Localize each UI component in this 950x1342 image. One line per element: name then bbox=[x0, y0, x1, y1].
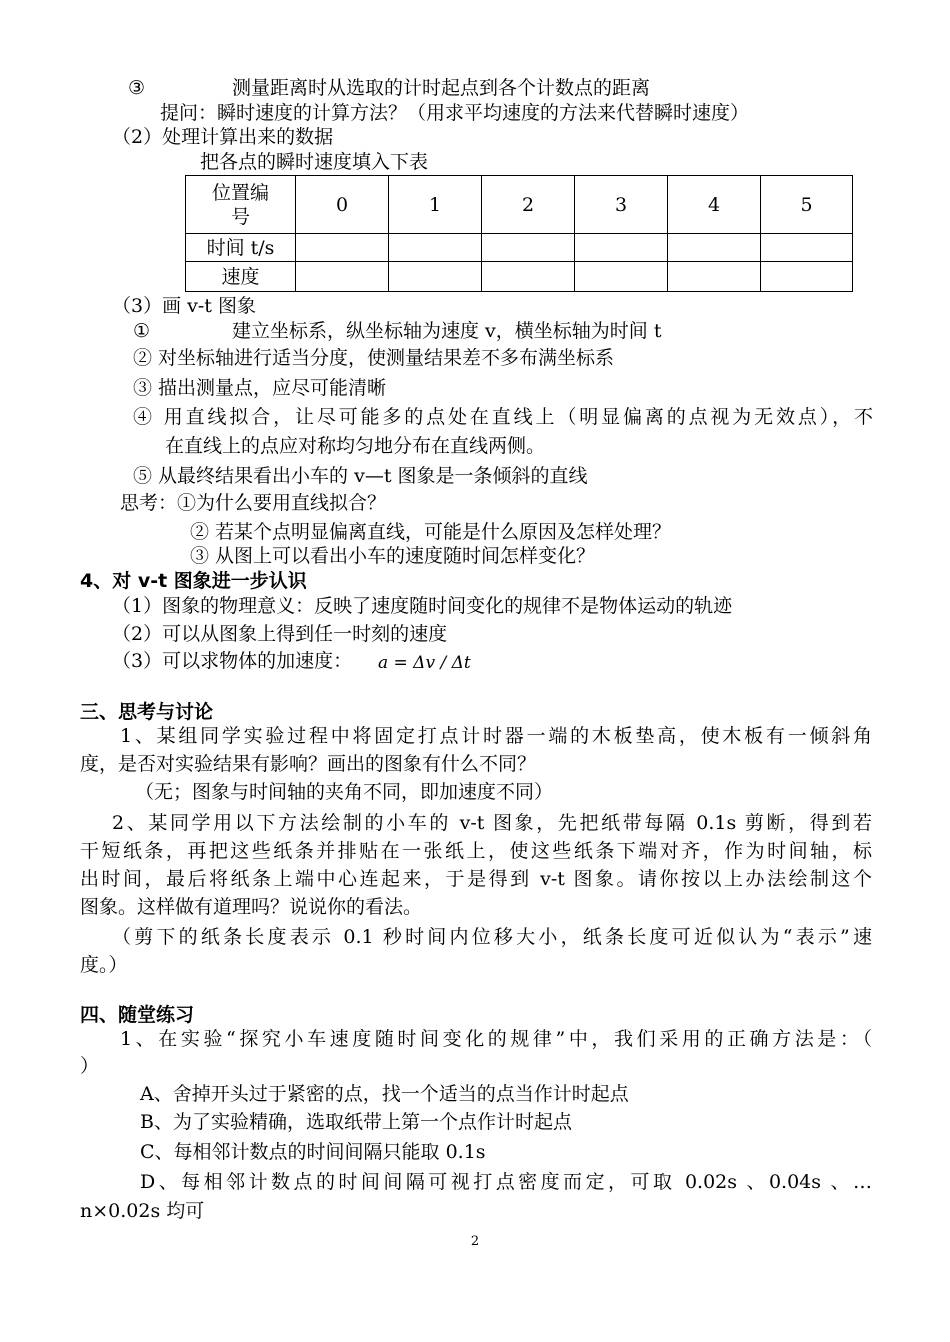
process-data-heading: （2）处理计算出来的数据 bbox=[112, 126, 334, 148]
item3-number: ③ bbox=[128, 77, 146, 99]
practice-q1-line1: 1、在实验“探究小车速度随时间变化的规律”中，我们采用的正确方法是：（ bbox=[120, 1028, 872, 1050]
discussion-q2-line1: 2、某同学用以下方法绘制的小车的 v-t 图象，先把纸带每隔 0.1s 剪断，得到若 bbox=[112, 812, 872, 834]
table-row bbox=[186, 234, 853, 262]
empty-cell bbox=[761, 262, 853, 292]
option-c: C、每相邻计数点的时间间隔只能取 0.1s bbox=[140, 1141, 486, 1163]
item3-text: 测量距离时从选取的计时起点到各个计数点的距离 bbox=[232, 77, 651, 99]
position-cell: 0 bbox=[296, 176, 389, 234]
question-instant-speed: 提问：瞬时速度的计算方法？（用求平均速度的方法来代替瞬时速度） bbox=[160, 102, 750, 124]
empty-cell bbox=[668, 234, 761, 262]
vt-step1: 建立坐标系，纵坐标轴为速度 v，横坐标轴为时间 t bbox=[232, 320, 662, 342]
discussion-q2-line4: 图象。这样做有道理吗？说说你的看法。 bbox=[80, 896, 423, 918]
empty-cell bbox=[575, 262, 668, 292]
discussion-q1-line2: 度，是否对实验结果有影响？画出的图象有什么不同？ bbox=[80, 753, 537, 775]
empty-cell bbox=[575, 234, 668, 262]
section4-title: 4、对 v-t 图象进一步认识 bbox=[80, 570, 307, 592]
empty-cell bbox=[389, 234, 482, 262]
position-cell: 5 bbox=[761, 176, 853, 234]
vt-step3: ③ 描出测量点，应尽可能清晰 bbox=[133, 377, 387, 399]
section4-point2: （2）可以从图象上得到任一时刻的速度 bbox=[112, 623, 448, 645]
section4-point3: （3）可以求物体的加速度： bbox=[112, 650, 353, 672]
think-question-3: ③ 从图上可以看出小车的速度随时间怎样变化？ bbox=[190, 545, 596, 567]
empty-cell bbox=[668, 262, 761, 292]
vt-step5: ⑤ 从最终结果看出小车的 v—t 图象是一条倾斜的直线 bbox=[133, 465, 588, 487]
acceleration-formula: a = Δv / Δt bbox=[378, 653, 471, 673]
position-cell: 4 bbox=[668, 176, 761, 234]
position-cell: 3 bbox=[575, 176, 668, 234]
section-discussion-title: 三、思考与讨论 bbox=[80, 701, 214, 723]
vt-step2: ② 对坐标轴进行适当分度，使测量结果差不多布满坐标系 bbox=[133, 347, 615, 369]
option-a: A、舍掉开头过于紧密的点，找一个适当的点当作计时起点 bbox=[140, 1083, 629, 1105]
discussion-a2-line2: 度。） bbox=[80, 954, 128, 976]
empty-cell bbox=[296, 234, 389, 262]
position-cell: 1 bbox=[389, 176, 482, 234]
discussion-q1-line1: 1、某组同学实验过程中将固定打点计时器一端的木板垫高，使木板有一倾斜角 bbox=[120, 725, 872, 747]
think-question-1: 思考：①为什么要用直线拟合？ bbox=[120, 492, 387, 514]
discussion-a2-line1: （剪下的纸条长度表示 0.1 秒时间内位移大小，纸条长度可近似认为“表示”速 bbox=[112, 926, 872, 948]
option-d-line2: n×0.02s 均可 bbox=[80, 1200, 205, 1222]
section4-point1: （1）图象的物理意义：反映了速度随时间变化的规律不是物体运动的轨迹 bbox=[112, 595, 733, 617]
table-row bbox=[186, 262, 853, 292]
table-row bbox=[186, 176, 853, 234]
empty-cell bbox=[389, 262, 482, 292]
empty-cell bbox=[296, 262, 389, 292]
vt-step1-number: ① bbox=[133, 320, 151, 342]
header-position-label: 位置编号 bbox=[186, 176, 296, 234]
empty-cell bbox=[482, 262, 575, 292]
fill-table-instruction: 把各点的瞬时速度填入下表 bbox=[200, 151, 429, 173]
think-question-2: ② 若某个点明显偏离直线，可能是什么原因及怎样处理？ bbox=[190, 521, 672, 543]
discussion-q2-line2: 干短纸条，再把这些纸条并排贴在一张纸上，使这些纸条下端对齐，作为时间轴，标 bbox=[80, 840, 872, 862]
vt-heading: （3）画 v-t 图象 bbox=[112, 295, 256, 317]
section-practice-title: 四、随堂练习 bbox=[80, 1004, 195, 1026]
page-number: 2 bbox=[470, 1234, 480, 1249]
practice-q1-line2: ） bbox=[80, 1055, 100, 1077]
option-d-line1: D、每相邻计数点的时间间隔可视打点密度而定，可取 0.02s 、0.04s 、… bbox=[140, 1171, 872, 1193]
discussion-a1: （无；图象与时间轴的夹角不同，即加速度不同） bbox=[135, 781, 554, 803]
empty-cell bbox=[761, 234, 853, 262]
discussion-q2-line3: 出时间，最后将纸条上端中心连起来，于是得到 v-t 图象。请你按以上办法绘制这个 bbox=[80, 868, 872, 890]
empty-cell bbox=[482, 234, 575, 262]
vt-step4-line1: ④ 用直线拟合，让尽可能多的点处在直线上（明显偏离的点视为无效点），不 bbox=[133, 406, 873, 428]
speed-table bbox=[185, 175, 853, 292]
speed-label: 速度 bbox=[186, 262, 296, 292]
option-b: B、为了实验精确，选取纸带上第一个点作计时起点 bbox=[140, 1111, 572, 1133]
vt-step4-line2: 在直线上的点应对称均匀地分布在直线两侧。 bbox=[165, 435, 546, 457]
time-label: 时间 t/s bbox=[186, 234, 296, 262]
position-cell: 2 bbox=[482, 176, 575, 234]
